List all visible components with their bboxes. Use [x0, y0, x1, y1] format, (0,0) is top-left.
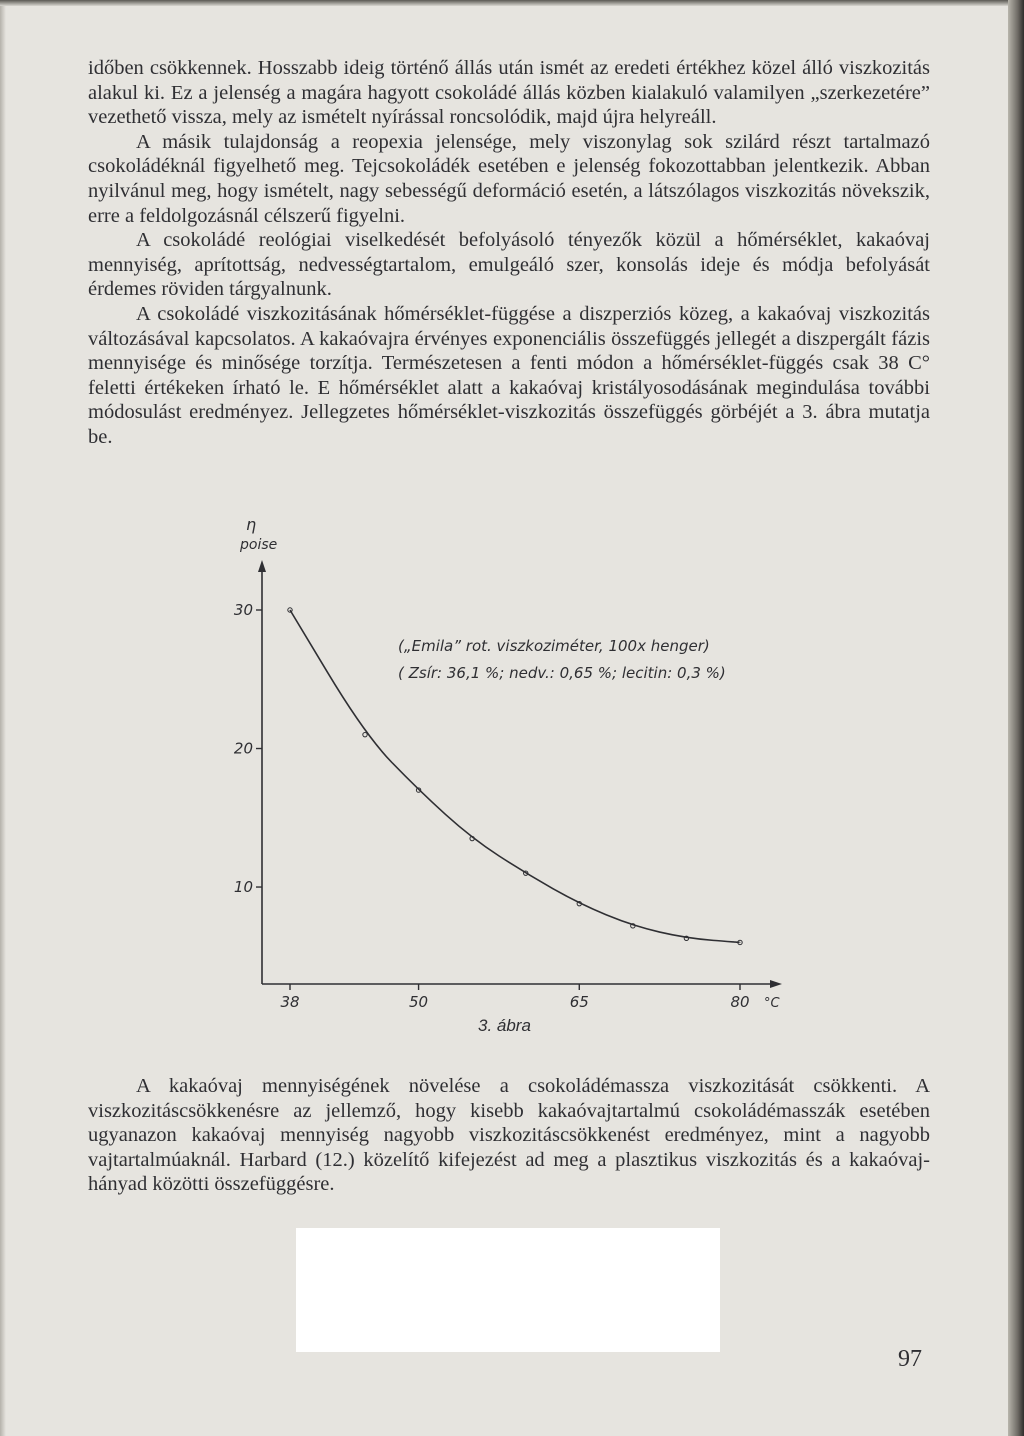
body-text-bottom: [88, 1074, 930, 1197]
paragraph-1: időben csökkennek. Hosszabb ideig történő állás után ismét az eredeti értékhez közel álló viszkozitás alakul ki. Ez a jelenség a magára hagyott csokoládé állás közben kialakuló valamilyen „szerkezetére” vezethető vissza, mely az ismételt nyírással roncsolódik, majd újra helyreáll.: [88, 57, 930, 129]
x-tick-label: 65: [569, 993, 589, 1011]
page-binding-edge: [1008, 0, 1024, 1436]
y-axis-unit: poise: [240, 537, 278, 553]
x-axis-arrow: [770, 980, 782, 988]
figure-caption: 3. ábra: [478, 1016, 531, 1035]
data-point: [363, 732, 367, 736]
paragraph-3: A csokoládé reológiai viselkedését befolyásoló tényezők közül a hőmérséklet, kakaóvaj mennyiség, aprítottság, nedvességtartalom, emulgeáló szer, konsolás ideje és módja befolyását érdemes röviden tárgyalnunk.: [88, 229, 930, 301]
viscosity-curve: [290, 610, 740, 942]
page-number: 97: [898, 1346, 922, 1372]
y-axis-symbol: η: [246, 515, 257, 534]
paragraph-5: A kakaóvaj mennyiségének növelése a csokoládémassza viszkozitását csökkenti. A viszkozitáscsökkenésre az jellemző, hogy kisebb kakaóvajtartalmú csokoládémasszák esetében ugyanazon kakaóvaj mennyiség nagyobb viszkozitáscsökkenést eredményez, mint a nagyobb vajtartalmúaknál. Harbard (12.) közelítő kifejezést ad meg a plasztikus viszkozitás és a kakaóvaj-hányad közötti összefüggésre.: [88, 1075, 930, 1196]
annotation-composition: ( Zsír: 36,1 %; nedv.: 0,65 %; lecitin: 0,3 %): [398, 664, 726, 682]
y-tick-label: 20: [233, 739, 253, 758]
y-tick-label: 10: [233, 878, 253, 897]
x-tick-label: 50: [409, 993, 429, 1011]
y-axis-arrow: [258, 560, 266, 572]
paragraph-4: A csokoládé viszkozitásának hőmérséklet-függése a diszperziós közeg, a kakaóvaj viszkozitás változásával kapcsolatos. A kakaóvajra érvényes exponenciális összefüggés jellegét a diszpergált fázis mennyisége és minősége torzítja. Természetesen a fenti módon a hőmérséklet-függés csak 38 C° feletti értékeken írható le. E hőmérséklet alatt a kakaóvaj kristályosodásának megindulása további módosulást eredményez. Jellegzetes hőmérséklet-viszkozitás összefüggés görbéjét a 3. ábra mutatja be.: [88, 302, 930, 448]
y-ticks: [234, 601, 262, 896]
x-tick-label: 80: [730, 993, 750, 1011]
x-tick-label: 38: [280, 993, 300, 1011]
x-axis-unit: °C: [764, 996, 780, 1011]
x-ticks: [280, 984, 780, 1011]
measurement-points: [288, 608, 742, 945]
blank-white-patch: [296, 1228, 720, 1352]
y-tick-label: 30: [233, 601, 253, 619]
paragraph-2: A másik tulajdonság a reopexia jelensége, mely viszonylag sok szilárd részt tartalmazó csokoládéknál figyelhető meg. Tejcsokoládék esetében e jelenség fokozottabban jelentkezik. Abban nyilvánul meg, hogy ismételt, nagy sebességű deformáció esetén, a látszólagos viszkozitás növekszik, erre a feldolgozásnál célszerű figyelni.: [88, 130, 930, 227]
annotation-instrument: („Emila” rot. viszkoziméter, 100x henger): [398, 637, 710, 655]
